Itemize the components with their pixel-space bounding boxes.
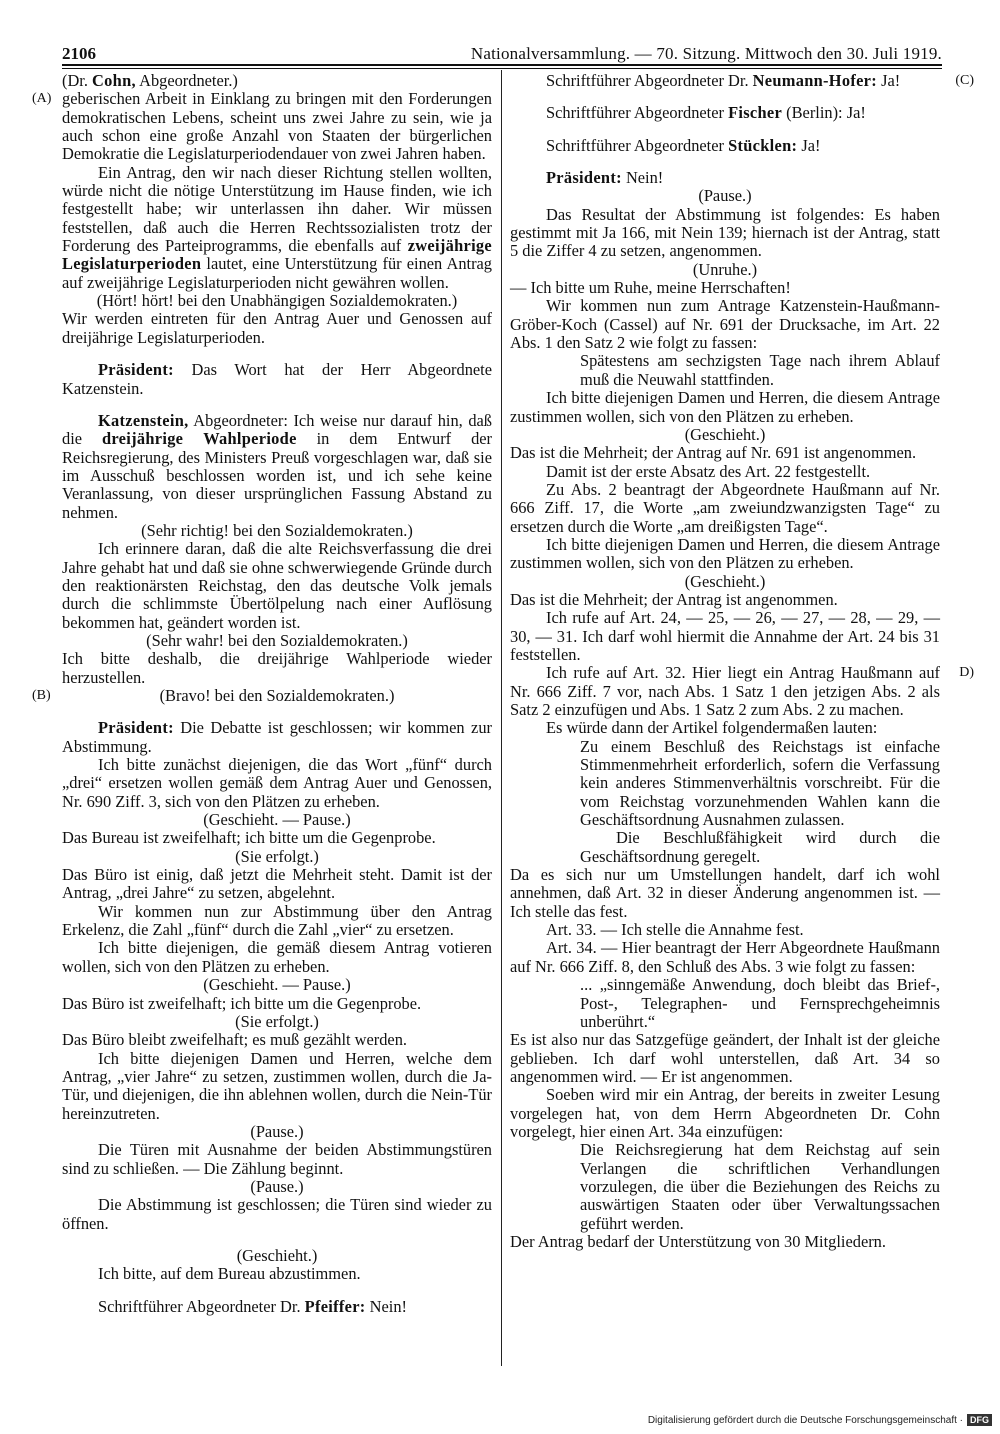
paragraph	[62, 1050, 492, 1123]
paragraph	[62, 829, 492, 847]
text-run: Damit ist der erste Absatz des Art. 22 festgestellt.	[546, 461, 871, 481]
text-run: Ich bitte diejenigen Damen und Herren, die diesem Antrage zustimmen wollen, sich von den Plätzen zu erheben.	[510, 388, 940, 426]
text-run: Schriftführer Abgeordneter	[546, 103, 729, 123]
text-run: Schriftführer Abgeordneter	[546, 135, 729, 155]
text-run: Das Resultat der Abstimmung ist folgendes: Es haben gestimmt mit Ja 166, mit Nein 139; hiernach ist der Antrag, statt 5 die Ziffer 4 zu setzen, angenommen.	[510, 204, 940, 261]
text-run: Abgeordneter.)	[135, 71, 238, 90]
text-run: Abgeordneter: Ich weise nur darauf hin, daß die	[62, 410, 492, 449]
text-run: Ich bitte diejenigen, die gemäß diesem Antrag votieren wollen, sich von den Plätzen zu erheben.	[62, 938, 492, 976]
text-run: (Sehr richtig! bei den Sozialdemokraten.)	[141, 520, 413, 540]
paragraph	[510, 71, 974, 90]
text-run: Ja!	[797, 135, 821, 155]
paragraph	[510, 104, 940, 122]
text-run: Die Abstimmung ist geschlossen; die Türen sind wieder zu öffnen.	[62, 1195, 492, 1233]
interjection	[510, 261, 940, 279]
text-run: Wir kommen nun zur Abstimmung über den Antrag Erkelenz, die Zahl „fünf“ durch die Zahl „vier“ zu ersetzen.	[62, 901, 492, 940]
text-run: Das ist die Mehrheit; der Antrag auf Nr. 691 ist angenommen.	[510, 443, 917, 463]
text-run: (Pause.)	[250, 1176, 304, 1196]
emphasized-text: Präsident:	[546, 168, 622, 188]
emphasized-text: Neumann-Hofer:	[752, 71, 878, 90]
paragraph	[510, 169, 940, 187]
paragraph	[510, 389, 940, 426]
text-run: lautet, eine Unterstützung für einen Antrag auf zweijährige Legislaturperioden nicht gewähren wollen.	[62, 254, 492, 292]
paragraph	[510, 921, 940, 939]
text-run: Das Büro bleibt zweifelhaft; es muß gezählt werden.	[62, 1030, 407, 1050]
text-run: Die Debatte ist geschlossen; wir kommen zur Abstimmung.	[62, 718, 492, 756]
paragraph	[510, 866, 940, 921]
text-run: Ich bitte deshalb, die dreijährige Wahlperiode wieder herzustellen.	[62, 649, 492, 687]
paragraph	[62, 1196, 492, 1233]
text-run: (Sie erfolgt.)	[235, 1011, 319, 1031]
interjection	[62, 848, 492, 866]
header-rule	[62, 64, 942, 66]
paragraph	[510, 206, 940, 261]
paragraph	[62, 1265, 492, 1283]
text-run: (Geschieht.)	[236, 1245, 318, 1265]
paragraph	[62, 939, 492, 976]
emphasized-text: dreijährige Wahlperiode	[101, 429, 297, 449]
text-run: Es würde dann der Artikel folgendermaßen lauten:	[546, 718, 878, 738]
paragraph	[510, 1233, 940, 1251]
text-run: Art. 34. — Hier beantragt der Herr Abgeordnete Haußmann auf Nr. 666 Ziff. 8, den Schluß des Abs. 3 wie folgt zu fassen:	[510, 938, 940, 976]
paragraph	[62, 903, 492, 940]
column-divider	[501, 70, 502, 1366]
text-run: Zu Abs. 2 beantragt der Abgeordnete Haußmann auf Nr. 666 Ziff. 17, die Worte „am zweiundzwanzigsten Tage“ zu ersetzen durch die Worte „am dreißigsten Tage“.	[510, 479, 940, 536]
footer-credit	[648, 1414, 992, 1426]
text-run: Ich bitte diejenigen Damen und Herren, die diesem Antrage zustimmen wollen, sich von den Plätzen zu erheben.	[510, 534, 940, 573]
text-run: Nein!	[365, 1296, 407, 1316]
interjection	[62, 811, 492, 829]
paragraph	[32, 89, 492, 164]
right-column	[510, 71, 974, 1251]
page-header	[62, 44, 942, 62]
margin-marker: D)	[959, 665, 974, 681]
text-run: Da es sich nur um Umstellungen handelt, darf ich wohl annehmen, daß Art. 32 in dieser Änderung angenommen ist. — Ich stelle das fest.	[510, 865, 940, 921]
emphasized-text: Präsident:	[98, 718, 174, 738]
text-run: Art. 33. — Ich stelle die Annahme fest.	[546, 920, 804, 940]
text-run: Der Antrag bedarf der Unterstützung von 30 Mitgliedern.	[510, 1231, 886, 1251]
text-run: geberischen Arbeit in Einklang zu bringen mit den Forderungen demokratischen Lebens, scheint uns zwei Jahre zu sein, wie ja auch schon eine große Anzahl von Staaten der bürgerlichen Demokratie die Legislaturperiodendauer von zwei Jahren haben.	[62, 89, 492, 164]
text-run: Spätestens am sechzigsten Tage nach ihrem Ablauf muß die Neuwahl stattfinden.	[580, 351, 940, 389]
text-run: Schriftführer Abgeordneter Dr.	[546, 71, 753, 90]
paragraph	[510, 591, 940, 609]
text-run: (Pause.)	[250, 1121, 304, 1141]
quoted-text	[580, 352, 940, 389]
emphasized-text: Stücklen:	[728, 135, 798, 155]
text-run: (Sie erfolgt.)	[235, 846, 319, 866]
text-run: Das Wort hat der Herr Abgeordnete Katzenstein.	[62, 360, 492, 398]
text-run: (Dr.	[62, 71, 93, 90]
text-run: (Sehr wahr! bei den Sozialdemokraten.)	[146, 630, 408, 650]
paragraph	[510, 609, 940, 664]
interjection	[510, 573, 940, 591]
paragraph	[510, 1031, 940, 1086]
text-run: Die Reichsregierung hat dem Reichstag auf sein Verlangen die schriftlichen Verhandlungen vorzulegen, die über die Beziehungen des Reichs zu auswärtigen Staaten oder über Verwaltungssachen geführt werden.	[580, 1140, 940, 1233]
paragraph	[510, 1086, 940, 1141]
paragraph	[62, 361, 492, 398]
text-run: (Bravo! bei den Sozialdemokraten.)	[159, 686, 395, 705]
text-run: Ein Antrag, den wir nach dieser Richtung stellen wollten, würde nicht die nötige Unterstützung im Hause finden, wie ich festgestellt habe; wir unterlassen ihn daher. Wir müssen feststellen, daß auch die Herren Rechtssozialisten trotz der Forderung des Parteiprogramms, die ebenfalls auf	[62, 162, 492, 256]
emphasized-text: Fischer	[728, 103, 783, 123]
paragraph	[62, 310, 492, 347]
text-run: Soeben wird mir ein Antrag, der bereits in zweiter Lesung vorgelegen hat, von dem Herrn Abgeordneten Dr. Cohn vorgelegt, hier einen Art. 34a einzufügen:	[510, 1085, 940, 1141]
paragraph	[510, 137, 940, 155]
margin-marker: (B)	[32, 688, 51, 703]
interjection	[62, 1247, 492, 1265]
paragraph	[510, 444, 940, 462]
paragraph	[62, 995, 492, 1013]
paragraph	[62, 756, 492, 811]
interjection	[62, 976, 492, 994]
paragraph	[510, 719, 940, 737]
emphasized-text: Pfeiffer:	[304, 1296, 366, 1316]
interjection	[62, 1123, 492, 1141]
text-run: Ich erinnere daran, daß die alte Reichsverfassung die drei Jahre gehabt hat und daß sie ohne schwerwiegende Gründe durch den reaktionärsten Reichstag, den das deutsche Volk jemals durch die schlimmste Übertölpelung nach einer Auflösung bekommen hat, geändert worden ist.	[62, 539, 492, 632]
paragraph	[510, 279, 940, 297]
text-run: (Geschieht. — Pause.)	[203, 975, 351, 995]
paragraph	[510, 536, 940, 573]
interjection	[62, 1013, 492, 1031]
text-run: Das Bureau ist zweifelhaft; ich bitte um die Gegenprobe.	[62, 828, 436, 848]
margin-marker: (C)	[955, 73, 974, 88]
emphasized-text: Cohn,	[92, 71, 136, 90]
text-run: (Unruhe.)	[692, 259, 758, 279]
paragraph	[510, 297, 940, 352]
paragraph	[62, 72, 492, 90]
text-run: Ja!	[877, 71, 901, 90]
paragraph	[62, 1141, 492, 1178]
running-title: Nationalversammlung. — 70. Sitzung. Mittwoch den 30. Juli 1919.	[470, 44, 942, 63]
paragraph	[62, 412, 492, 522]
text-run: Nein!	[621, 168, 664, 188]
text-run: Wir werden eintreten für den Antrag Auer und Genossen auf dreijährige Legislaturperioden.	[62, 309, 492, 347]
quoted-text	[580, 976, 940, 1031]
paragraph	[510, 481, 940, 536]
text-run: Das ist die Mehrheit; der Antrag ist angenommen.	[510, 589, 838, 609]
text-run: (Berlin): Ja!	[782, 103, 866, 123]
text-run: Die Türen mit Ausnahme der beiden Abstimmungstüren sind zu schließen. — Die Zählung beginnt.	[62, 1140, 492, 1178]
interjection	[62, 632, 492, 650]
text-run: Ich bitte, auf dem Bureau abzustimmen.	[98, 1264, 361, 1284]
interjection	[62, 292, 492, 310]
text-run: Ich rufe auf Art. 24, — 25, — 26, — 27, — 28, — 29, — 30, — 31. Ich darf wohl hiermit die Annahme der Art. 24 bis 31 feststellen.	[510, 608, 940, 664]
text-run: (Hört! hört! bei den Unabhängigen Sozialdemokraten.)	[96, 291, 458, 311]
text-run: Schriftführer Abgeordneter Dr.	[98, 1296, 305, 1316]
text-run: (Pause.)	[698, 186, 752, 206]
paragraph	[62, 866, 492, 903]
interjection	[32, 686, 492, 705]
text-run: Das Büro ist zweifelhaft; ich bitte um die Gegenprobe.	[62, 993, 422, 1013]
left-column	[32, 71, 492, 1316]
page-number: 2106	[62, 44, 96, 63]
paragraph	[510, 463, 940, 481]
paragraph	[510, 663, 974, 719]
text-run: Wir kommen nun zum Antrage Katzenstein-Haußmann-Gröber-Koch (Cassel) auf Nr. 691 der Drucksache, im Art. 22 Abs. 1 den Satz 2 wie folgt zu fassen:	[510, 296, 940, 353]
quoted-text	[580, 1141, 940, 1233]
text-run: — Ich bitte um Ruhe, meine Herrschaften!	[510, 278, 791, 298]
interjection	[510, 426, 940, 444]
emphasized-text: Präsident:	[98, 360, 174, 380]
margin-marker: (A)	[32, 91, 52, 107]
text-run: (Geschieht.)	[684, 424, 766, 444]
interjection	[62, 522, 492, 540]
text-run: Es ist also nur das Satzgefüge geändert, der Inhalt ist der gleiche geblieben. Ich darf wohl unterstellen, daß Art. 34 so angenommen wird. — Er ist angenommen.	[510, 1030, 940, 1086]
paragraph	[62, 650, 492, 687]
text-run: (Geschieht.)	[684, 571, 766, 591]
text-run: Zu einem Beschluß des Reichstags ist einfache Stimmenmehrheit erforderlich, sofern die Verfassung kein anderes Stimmenverhältnis vorschreibt. Für die vom Reichstag vorzunehmenden Wahlen kann die Geschäftsordnung Ausnahmen zulassen.	[580, 736, 940, 830]
interjection	[510, 187, 940, 205]
interjection	[62, 1178, 492, 1196]
footer-credit-text: Digitalisierung gefördert durch die Deutsche Forschungsgemeinschaft ·	[647, 1414, 963, 1426]
text-run: Ich rufe auf Art. 32. Hier liegt ein Antrag Haußmann auf Nr. 666 Ziff. 7 vor, nach Abs. 1 Satz 1 den jetzigen Abs. 2 als Satz 2 einzufügen und Abs. 1 Satz 2 zum Abs. 2 zu machen.	[510, 663, 940, 719]
paragraph	[62, 164, 492, 292]
text-run: in dem Entwurf der Reichsregierung, des Ministers Preuß vorgeschlagen war, daß sie im Ausschuß beschlossen worden ist, und ich sehe keine Veranlassung, von dieser ursprünglichen Fassung Abstand zu nehmen.	[62, 429, 492, 522]
emphasized-text: zweijährige Legislaturperioden	[62, 236, 492, 274]
paragraph	[62, 540, 492, 632]
paragraph	[62, 1298, 492, 1316]
paragraph	[510, 939, 940, 976]
text-run: Das Büro ist einig, daß jetzt die Mehrheit steht. Damit ist der Antrag, „drei Jahre“ zu setzen, abgelehnt.	[62, 865, 492, 903]
header-rule-thin	[62, 68, 942, 69]
quoted-text	[580, 738, 940, 830]
text-run: ... „sinngemäße Anwendung, doch bleibt das Brief-, Post-, Telegraphen- und Fernsprechgeheimnis unberührt.“	[580, 975, 940, 1031]
emphasized-text: Katzenstein,	[98, 410, 189, 430]
dfg-logo: DFG	[967, 1414, 992, 1426]
text-run: Ich bitte zunächst diejenigen, die das Wort „fünf“ durch „drei“ ersetzen wollen gemäß dem Antrag Auer und Genossen, Nr. 690 Ziff. 3, sich von den Plätzen zu erheben.	[62, 755, 492, 811]
paragraph	[62, 1031, 492, 1049]
paragraph	[62, 719, 492, 756]
quoted-text	[580, 829, 940, 866]
text-run: Die Beschlußfähigkeit wird durch die Geschäftsordnung geregelt.	[580, 828, 940, 866]
text-run: Ich bitte diejenigen Damen und Herren, welche dem Antrag, „vier Jahre“ zu setzen, zustimmen wollen, durch die Ja-Tür, und diejenigen, die ihn ablehnen wollen, durch die Nein-Tür hereinzutreten.	[62, 1048, 492, 1123]
text-run: (Geschieht. — Pause.)	[203, 810, 351, 830]
